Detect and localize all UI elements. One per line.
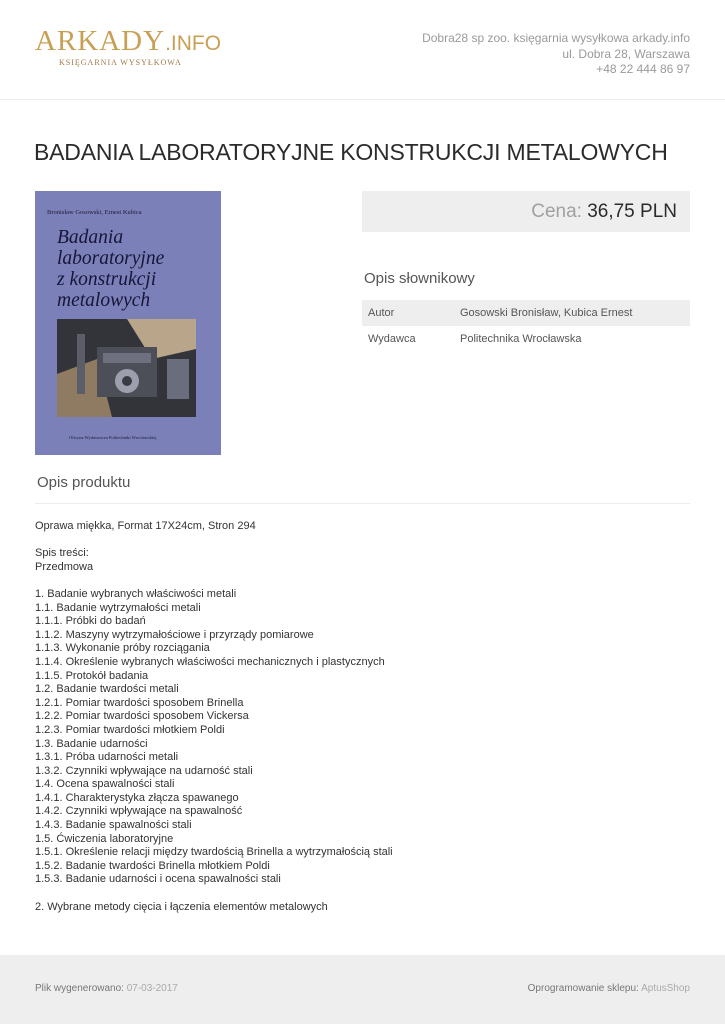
description-line: 1.1.4. Określenie wybranych właściwości mechanicznych i plastycznych [35,655,385,668]
description-line: 1.1.3. Wykonanie próby rozciągania [35,642,210,655]
price-value: 36,75 PLN [587,201,677,222]
attribute-value: Gosowski Bronisław, Kubica Ernest [460,300,690,326]
description-line: 1.5. Ćwiczenia laboratoryjne [35,832,174,845]
software-credit: Oprogramowanie sklepu: AptusShop [527,983,690,994]
description-line: 1.3.2. Czynniki wpływające na udarność stali [35,764,253,777]
description-line: 1.1.2. Maszyny wytrzymałościowe i przyrządy pomiarowe [35,628,314,641]
attribute-value: Politechnika Wrocławska [460,333,582,345]
description-line: 1.1.5. Protokół badania [35,669,149,682]
description-line [35,534,393,548]
cover-title-line: metalowych [57,290,151,311]
cover-title-line: laboratoryjne [57,248,165,269]
generated-info: Plik wygenerowano: 07-03-2017 [35,983,178,994]
description-line: Spis treści: [35,547,89,560]
description-line: 1.4. Ocena spawalności stali [35,778,175,791]
description-line: 1.4.1. Charakterystyka złącza spawanego [35,791,239,804]
description-line: 1.2.3. Pomiar twardości młotkiem Poldi [35,723,225,736]
description-line: 1.1.1. Próbki do badań [35,615,146,628]
table-row [362,326,690,352]
generated-date: 07-03-2017 [126,983,178,994]
product-title: BADANIA LABORATORYJNE KONSTRUKCJI METALOWYCH [34,139,668,165]
product-price [531,201,677,223]
price-label: Cena: [531,201,582,222]
cover-publisher: Oficyna Wydawnicza Politechniki Wrocławskiej [69,435,157,440]
software-link[interactable]: AptusShop [641,983,690,994]
store-contact [422,31,690,78]
page-header [0,0,725,100]
attributes-table [362,300,690,352]
contact-address: ul. Dobra 28, Warszawa [562,46,690,61]
description-line: 1.1. Badanie wytrzymałości metali [35,601,201,614]
description-line: 2. Wybrane metody cięcia i łączenia elementów metalowych [35,900,328,913]
description-line: 1.4.3. Badanie spawalności stali [35,819,192,832]
page-footer [0,955,725,1024]
attribute-key: Autor [362,300,460,326]
book-cover-image [35,191,221,455]
description-line [35,887,393,901]
description-line: 1.4.2. Czynniki wpływające na spawalność [35,805,243,818]
dictionary-section-title: Opis słownikowy [364,270,475,287]
store-logo[interactable] [35,26,221,67]
cover-title-line: z konstrukcji [57,269,157,290]
description-line: 1.2.1. Pomiar twardości sposobem Brinella [35,696,244,709]
description-line: 1. Badanie wybranych właściwości metali [35,587,237,600]
description-line [35,574,393,588]
description-section-title: Opis produktu [37,474,131,491]
cover-photo [57,319,196,417]
logo-wordmark: ARKADY.INFO [35,25,222,57]
description-line: 1.5.1. Określenie relacji między twardością Brinella a wytrzymałością stali [35,846,393,859]
logo-tagline: KSIĘGARNIA WYSYŁKOWA [59,58,182,67]
description-line: Oprawa miękka, Format 17X24cm, Stron 294 [35,520,256,532]
table-row [362,300,690,326]
testing-machine-illustration [57,319,196,417]
contact-company: Dobra28 sp zoo. księgarnia wysyłkowa arkady.info [422,31,690,45]
description-line: 1.5.3. Badanie udarności i ocena spawalności stali [35,873,281,886]
description-line: 1.3. Badanie udarności [35,737,148,750]
description-line: Przedmowa [35,560,94,573]
cover-authors: Bronisław Gosowski, Ernest Kubica [47,209,142,216]
section-divider [35,503,690,504]
description-line: 1.2. Badanie twardości metali [35,683,179,696]
product-description [35,520,393,914]
description-line: 1.5.2. Badanie twardości Brinella młotkiem Poldi [35,859,270,872]
attribute-key: Wydawca [368,333,416,345]
cover-title-line: Badania [57,227,124,248]
description-line: 1.3.1. Próba udarności metali [35,751,179,764]
description-line: 1.2.2. Pomiar twardości sposobem Vickersa [35,710,249,723]
contact-phone: +48 22 444 86 97 [596,62,690,76]
price-box [362,191,690,232]
